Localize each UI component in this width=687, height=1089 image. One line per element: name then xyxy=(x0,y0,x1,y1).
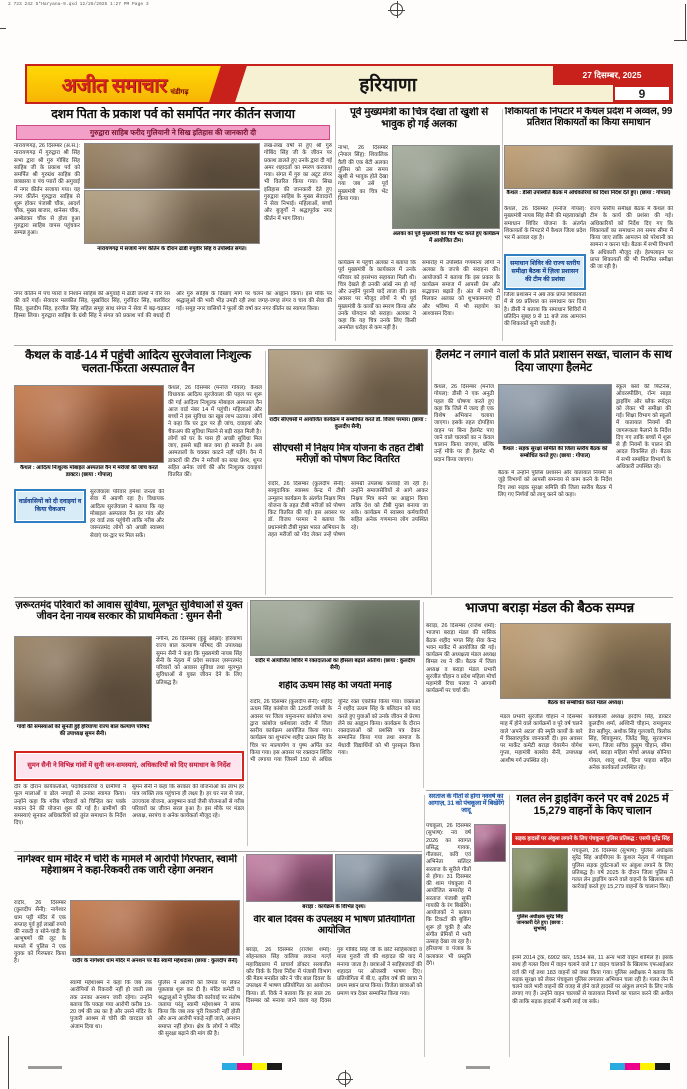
article-body-segment: कार्यक्रम में पहुंची अलका ने बताया कि पूर्व मुख्यमंत्री के कार्यकाल में उनके परिवार को हरसंभव सहायता मिली थी। चित्र देखते ही उनकी आंखें नम हो गईं और उन्होंने पुरानी यादें ताजा कीं। इस अवसर पर मौजूद लोगों ने भी पूर्व मुख्यमंत्री के कार्यों का स्मरण किया और उनके योगदान को सराहा। अलका ने कहा कि यह चित्र उनके लिए किसी अनमोल धरोहर से कम नहीं है। xyxy=(338,260,416,332)
photo-column xyxy=(500,623,671,783)
article-body-column xyxy=(168,385,262,593)
veer-bal-photo-right xyxy=(335,854,422,902)
article-headline: ज़रूरतमंद परिवारों को आवास सुविधा, मूलभूत सुविधाओं से युक्त जीवन देना नायब सरकार की प्राथमिकता : सुमन सैनी xyxy=(15,600,243,623)
column-rule xyxy=(431,351,432,595)
article-body-segment: सुरजेवाला परिवार हमेशा जनता की सेवा में अग्रणी रहा है। विधायक आदित्य सुरजेवाला ने बताया कि यह मोबाइल अस्पताल वैन हर गांव और हर वार्ड तक पहुंचेगी ताकि गरीब और जरूरतमंद लोगों को अच्छी स्वास्थ्य सेवाएं घर-द्वार पर मिल सकें। xyxy=(90,489,164,539)
photo-stack xyxy=(84,143,260,287)
pull-quote-box: वार्डवासियों को दी दवाइयां व किया चैकअप xyxy=(14,489,86,523)
article-body-segment: दौरे के दौरान कार्यकर्ताओं, पदाधिकारियों व ग्रामीणों ने फूल मालाओं व ढोल नगाड़ों से उनका स्वागत किया। उन्होंने कहा कि गरीब परिवारों को चिन्हित कर पक्के मकान देने की योजना शुरू की गई है। ग्रामीणों की समस्याएं सुनकर अधिकारियों को तुरंत समाधान के निर्देश दिए। xyxy=(14,784,126,827)
cyan-patch xyxy=(610,1063,625,1070)
cmyk-color-bar xyxy=(610,1063,670,1070)
brand-area xyxy=(27,66,223,102)
issue-date: 27 दिसम्बर, 2025 xyxy=(553,66,671,85)
photo-caption: नारायणगढ़ में सजाये नगर कीर्तन के दौरान ढाडी रुपुवीर सिंह व उपस्थित संगत। xyxy=(97,246,247,252)
newspaper-title: अजीत समाचार xyxy=(61,74,167,97)
article-headline: हैलमेट न लगाने वालों के प्रति प्रशासन सख्त, चालान के साथ दिया जाएगा हैलमेट xyxy=(435,349,672,374)
article-headline: भाजपा बराड़ा मंडल की बैठक सम्पन्न xyxy=(465,600,634,615)
police-officer-photo xyxy=(512,848,568,912)
article-subhead: गुरुद्वारा साहिब फरीद गुलियानी ने सिख इतिहास की जानकारी दी xyxy=(16,125,330,140)
article-headline: शिकायतों के निपटारे में कैथल प्रदेश में अव्वल, 99 प्रतिशत शिकायतों का किया समाधान xyxy=(504,107,673,128)
article-nagar-kirtan xyxy=(14,107,332,343)
photo-caption: रादौर में आयोजित शिविर में रक्तदाताओं का हौसला बढ़ाते अतिथि। (छाया : कुलदीप सैनी) xyxy=(255,658,415,671)
photo-caption: बराड़ा : कार्यक्रम के विभिन्न दृश्य। xyxy=(302,904,366,910)
article-headline: सीएचसी में निक्षय मित्र योजना के तहत टीबी मरीज़ों को पोषण किट वितरित xyxy=(272,443,424,466)
column-rule xyxy=(247,602,248,846)
article-body-column: बराड़ा, 26 दिसम्बर (राजेश शर्मा): भाजपा बराड़ा मंडल की मासिक बैठक शहीद भगत सिंह सेवा केन्द्र भवन मार्केट में आयोजित की गई। कार्यक्रम की अध्यक्षता मंडल अध्यक्ष बिमल रथ ने की। बैठक में जिला अध्यक्ष व बराड़ा मंडल प्रभारी सुरजीत चौहान व प्रदेश महिला मोर्चा महामंत्री रिचा पलवा ने आगामी कार्यक्रमों पर चर्चा की। xyxy=(426,623,496,695)
cyan-patch xyxy=(222,1063,237,1070)
article-body-columns: रादौर, 26 दिसम्बर (कुलदीप सैनी): शहीद ऊधम सिंह कांबोज की 126वीं जयंती के अवसर पर जिला यमुनानगर कांबोज सभा द्वारा कांबोज धर्मशाला रादौर में जिला स्तरीय कार्यक्रम आयोजित किया गया। कार्यक्रम का शुभारंभ शहीद ऊधम सिंह के चित्र पर माल्यार्पण व पुष्प अर्पित कर किया गया। इस अवसर पर रक्तदान शिविर भी लगाया गया जिसमें 150 से अधिक यूनिट रक्त एकत्रित किया गया। वक्ताओं ने शहीद ऊधम सिंह के बलिदान को याद करते हुए युवाओं को उनके जीवन से प्रेरणा लेने का आह्वान किया। कार्यक्रम के दौरान रक्तदाताओं को प्रशस्ति पत्र देकर सम्मानित किया गया तथा समाज के मेधावी विद्यार्थियों को भी पुरस्कृत किया गया। xyxy=(250,699,420,763)
article-body-column: नगीना, 26 दिसम्बर (कुट्टू ओझा): हरियाणा राज्य बाल कल्याण परिषद की उपाध्यक्ष सुमन सैनी ने कहा कि मुख्यमंत्री नायब सिंह सैनी के नेतृत्व में प्रदेश सरकार ज़रूरतमंद परिवारों को आवास सुविधा तथा मूलभूत सुविधाओं से युक्त जीवन देने के लिए प्रतिबद्ध है। xyxy=(156,636,242,686)
page-number: 9 xyxy=(613,85,671,102)
article-mobile-van xyxy=(14,349,262,595)
article-body-segment: कैथल, 26 दिसम्बर (मनोज गोयल): कैथल विधायक आदित्य सुरजेवाला की पहल पर शुरू की गई आदित्य निःशुल्क मोबाइल अस्पताल वैन आज वार्ड नंबर 14 में पहुंची। महिलाओं और बच्चों ने इस सुविधा का खूब लाभ उठाया। लोगों ने कहा कि घर द्वार पर ही जांच, दवाइयां और चैकअप की सुविधा मिलने से बड़ी राहत मिली है। xyxy=(168,385,262,435)
magenta-patch xyxy=(237,1063,252,1070)
article-body-segment: मंडल प्रभारी सुरजीत चौहान ने दिसम्बर माह में होने वाले कार्यक्रमों व पूरे वर्ष चलने वाले 'अपने अटल' की स्मृति कार्यों के बारे में विस्तारपूर्वक जानकारी दी। इस अवसर पर मार्केट कमेटी बराड़ा चेयरमैन योगेश गुप्ता, महामंत्री बलसेव सैनी, उपाध्यक्ष आशीष गर्ग उपस्थित रहे। xyxy=(500,714,583,764)
yellow-patch xyxy=(252,1063,267,1070)
temple-swami-photo xyxy=(70,900,240,956)
crop-mark xyxy=(0,28,6,29)
article-challan xyxy=(512,793,673,1057)
article-body-segment: कैथल, 26 दिसम्बर (मनोज गोयल): मुख्यमंत्री नायब सिंह सैनी की महत्वाकांक्षी समाधान शिविर योजना के अंतर्गत शिकायतों के निपटारे में कैथल जिला प्रदेश भर में अव्वल रहा है। xyxy=(504,206,586,241)
section-title: हरियाणा xyxy=(359,75,417,96)
article-body-columns xyxy=(14,784,244,846)
article-body-segment: पुलिस ने आरोपी को रिमांड पर लेकर पूछताछ शुरू कर दी है। मंदिर कमेटी व श्रद्धालुओं ने पुलिस की कार्रवाई पर संतोष जताया परंतु स्वामी महेशाश्रम ने साफ किया कि जब तक पूरी रिकवरी नहीं होती और अन्य आरोपी पकड़े नहीं जाते, अनशन समाप्त नहीं होगा। क्षेत्र के लोगों ने मंदिर की सुरक्षा बढ़ाने की मांग की है। xyxy=(158,980,240,1037)
row-rule xyxy=(14,851,422,852)
registration-mark-icon xyxy=(338,1072,351,1085)
black-patch xyxy=(267,1063,282,1070)
article-headline: शहीद ऊधम सिंह की जयंती मनाई xyxy=(278,681,392,691)
column-rule xyxy=(424,795,425,1057)
registration-mark-icon xyxy=(390,3,403,16)
sartaj-singer-photo xyxy=(474,824,506,862)
article-body-segment: इनमें 2014 ट्रक, 6902 कार, 1534 बस, 11 अन्य भारी वाहन शामिल हैं। इसके साथ ही गलत दिशा में वाहन चलाने वाले 17 वाहन चालकों के खिलाफ एफआईआर दर्ज की गई तथा 183 वाहनों को जब्त किया गया। पुलिस अधीक्षक ने बताया कि सड़क सुरक्षा को लेकर पंचकूला पुलिस लगातार अभियान चला रही है। गलत लेन में चलने वाले भारी वाहनों की वजह से होने वाले हादसों पर अंकुश लगाने के लिए नाके लगाए गए हैं। उन्होंने वाहन चालकों से यातायात नियमों का पालन करने की अपील की ताकि सड़क हादसों में कमी लाई जा सके। xyxy=(512,955,673,1005)
crop-mark xyxy=(674,40,687,41)
article-helmet xyxy=(434,349,673,595)
article-body-segment: लोगों को घर के पास ही अच्छी सुविधा मिल जाए, इससे बड़ी बात क्या हो सकती है। अब अस्पतालों के चक्कर काटने नहीं पड़ेंगे। वैन में डाक्टरों की टीम ने मरीजों का ब्लड प्रेशर, शुगर सहित अनेक जांचें कीं और निःशुल्क दवाइयां वितरित कीं। xyxy=(168,435,262,478)
article-body-column: लख-लख वर्षों से हुए श्री गुरु गोबिंद सिंह जी के जीवन पर प्रकाश डालते हुए उनके द्वारा दी गई अमर शहादतों का स्मरण करवाया गया। संगत में गुरु का अटूट लंगर भी वितरित किया गया। सिख इतिहास की जानकारी देते हुए गुरुद्वारा साहिब के मुख्य सेवादारों ने सेवा निभाई। महिलाओं, बच्चों और बुजुर्गों ने श्रद्धापूर्वक नगर कीर्तन में भाग लिया। xyxy=(264,143,332,222)
nagar-kirtan-band-photo xyxy=(84,143,260,189)
section-area xyxy=(223,66,553,102)
article-headline: वीर बाल दिवस के उपलक्ष्य में भाषण प्रतियोगिता आयोजित xyxy=(253,915,415,936)
photo-strip xyxy=(246,854,422,902)
article-body-column: कैथल, 26 दिसम्बर (मनोज गोयल): डीसी ने एक अनूठी पहल की घोषणा करते हुए कहा कि जिले में जल्द ही एक विशेष अभियान चलाया जाएगा। इसके तहत दोपहिया वाहन पर बिना हैलमेट पाए जाने वाले चालकों का न केवल चालान किया जाएगा, बल्कि उन्हें मौके पर ही हैलमेट भी प्रदान किया जाएगा। xyxy=(434,384,494,463)
photo-caption: कैथल : आदित्य निःशुल्क मोबाइल अस्पताल वैन में मरीजों की जांच करते डाक्टर। (छाया : गोपाल) xyxy=(20,465,158,478)
article-nageshwar xyxy=(14,854,240,1058)
photo-caption: कैथल : डीसी उपस्थिति बैठक में अधिकारियों को दिशा निर्देश देते हुए। (छाया : गोपाल) xyxy=(506,190,671,196)
blood-donation-photo xyxy=(250,600,420,656)
photo-column xyxy=(70,900,240,1054)
article-body-columns xyxy=(70,980,240,1052)
kaithal-meeting-photo xyxy=(504,145,673,189)
article-alka xyxy=(338,107,500,343)
article-body-columns xyxy=(338,260,500,340)
crop-mark xyxy=(685,4,686,40)
magenta-patch xyxy=(625,1063,640,1070)
article-body-segment: कार्यकारी अध्यक्ष हरदीप सिंह, डाक्टर कुलदीप शर्मा, अश्विनी चौहान, रामकुमार डेरा सहींपुर, अशोक सिंह गुलजारी, त्रिलोक सिंह, शिवकुमार, जितेंद्र बिट्टू, सुरजभान फग्गा, जिला सचिव कुसुम चौहान, सीमा शर्मा, बराड़ा महिला मोर्चा अध्यक्ष सोनिया गोयल, शालू शर्मा, हिना पाहवा सहित अनेक कार्यकर्ता उपस्थित रहे। xyxy=(588,714,671,771)
crop-mark xyxy=(8,1036,9,1089)
chc-program-photo xyxy=(268,349,428,415)
photo-caption: रादौर के नागेश्वर धाम मंदिर में अनशन पर बैठे स्वामी महेशदास। (छाया : कुलदीप सैनी) xyxy=(72,958,238,964)
black-patch xyxy=(655,1063,670,1070)
article-headline: गलत लेन ड्राइविंग करने पर वर्ष 2025 में 15,279 वाहनों के किए चालान xyxy=(516,793,669,818)
article-body-segment: बैठक में उन्होंने पुलिस प्रशासन और यातायात नियमों से जुड़े विभागों को आपसी समन्वय से काम करने के निर्देश दिए तथा सड़क सुरक्षा समिति की जिला स्तरीय बैठक में लिए गए निर्णयों को लागू करने को कहा। xyxy=(498,470,612,498)
nagar-kirtan-crowd-photo xyxy=(84,190,260,244)
printer-info-line: 2 723 242 5*Haryana-9.qxd 12/26/2025 1:27 PM Page 3 xyxy=(8,2,149,7)
photo-caption: पुलिस अधीक्षक सुरेंद्र सिंह जानकारी देते हुए। (छाया : सुभाष) xyxy=(516,914,564,933)
photo-column xyxy=(14,385,164,593)
row-rule xyxy=(14,345,673,346)
column-rule xyxy=(423,602,424,788)
edition-label: चंडीगढ़ xyxy=(170,89,189,96)
photo-caption: अलका को पूर्व मुख्यमंत्री का चित्र भेंट करते हुए कार्यक्रम में आयोजित टीम। xyxy=(392,231,500,244)
article-body-segment: जिला प्रशासन ने अब तक प्राप्त शिकायतों में से 99 प्रतिशत का समाधान कर दिया है। डीसी ने बताया कि समाधान शिविरों में प्रतिदिन सुबह 9 से 11 बजे तक आमजन की शिकायतें सुनी जाती हैं। xyxy=(504,292,586,327)
article-body-column: नाभा, 26 दिसम्बर (नेपाल सिंह): शिवालिक वैली की एक बेटी अलका पुलिस को उस समय खुशी से भावुक होते देखा गया जब उसे पूर्व मुख्यमंत्री का चित्र भेंट किया गया। xyxy=(338,145,388,202)
row-rule xyxy=(426,790,673,791)
pull-quote-box: सुमन सैनी ने विभिन्न गांवों में सुनी जन-समस्याएं, अधिकारियों को दिए समाधान के निर्देश xyxy=(14,751,244,781)
article-headline: कैथल के वार्ड-14 में पहुंची आदित्य सुरजेवाला निःशुल्क चलता-फिरता अस्पताल वैन xyxy=(25,349,251,376)
pull-quote-box: समाधान शिविर की राज्य स्तरीय समीक्षा बैठक में ज़िला प्रशासन की टीम की प्रशंसा xyxy=(504,254,586,290)
column-rule xyxy=(243,856,244,1056)
article-body-columns: बराड़ा, 26 दिसम्बर (राजेश शर्मा): सोहनलाल सिंह वालिया लवाना गर्ल्ज़ महाविद्यालय में प्राचार्य डॉक्टर सरबजीत कौर विर्क के दिशा निर्देश में पंजाबी विभाग की मैडम मनप्रीत कौर ने 'वीर बाल दिवस' के उपलक्ष्य में भाषण प्रतियोगिता का आयोजन किया। डॉ. विर्क ने बताया कि हर साल 26 दिसम्बर को मनाया जाने वाला यह दिवस गुरु गोबिंद सिंह जी के छोटे साहिबजादों व माता गुजरी जी की शहादत की याद में मनाया जाता है। छात्राओं ने साहिबजादों की शहादत पर ओजस्वी भाषण दिए। प्रतियोगिता में बी.ए. तृतीय वर्ष की छात्रा ने प्रथम स्थान प्राप्त किया। विजेता छात्राओं को प्रमाण पत्र देकर सम्मानित किया गया। xyxy=(246,947,422,1004)
masthead xyxy=(25,64,673,104)
article-left-column xyxy=(504,206,586,340)
veer-bal-photo-left xyxy=(246,854,333,902)
suman-saini-photo xyxy=(14,636,152,722)
photo-caption: गांवों की समस्याओं को सुनती हुईं हरियाणा राज्य बाल कल्याण परिषद की उपाध्यक्ष सुमन सैनी। xyxy=(16,724,150,737)
yellow-patch xyxy=(640,1063,655,1070)
date-page-area xyxy=(553,66,671,102)
article-headline: पूर्व मुख्यमंत्री का चित्र देखा तो खुशी से भावुक हो गई अलका xyxy=(349,107,489,130)
column-rule xyxy=(509,795,510,1057)
article-veer-bal xyxy=(246,854,422,1058)
mobile-van-photo xyxy=(14,385,164,463)
article-sartaj xyxy=(426,793,506,1057)
photo-column xyxy=(498,384,612,592)
column-rule xyxy=(265,351,266,595)
article-suman-saini xyxy=(14,600,244,848)
column-rule xyxy=(335,109,336,341)
article-bjp-barara xyxy=(426,600,673,788)
article-body-columns xyxy=(500,714,671,778)
article-kaithal-complaints xyxy=(504,107,673,343)
calibration-dash xyxy=(466,1066,490,1069)
helmet-meeting-photo xyxy=(498,384,612,444)
article-body-column: रादौर, 26 दिसम्बर (कुलदीप सैनी): नागेश्वर धाम पट्टी मंदिर में एक सप्ताह पूर्व हुई लाखों रुपये की नकदी व सोने-चांदी के आभूषणों की लूट के मामले में पुलिस ने एक युवक को गिरफ्तार किया है। xyxy=(14,900,66,964)
article-body-column: नारायणगढ़, 26 दिसम्बर (अ.स.): नारायणगढ़ में गुरुद्वारा श्री सिंह सभा द्वारा श्री गुरु गोबिंद सिंह साहिब जी के प्रकाश पर्व को समर्पित श्री गुरुग्रंथ साहिब की छत्रछाया व पंच प्यारों की अगुवाई में नगर कीर्तन सजाया गया। यह नगर कीर्तन गुरुद्वारा साहिब से शुरू होकर पंजाबी चौंक, आदर्श चौंक, मुख्य बाजार, थानेसर चौंक, अम्बेडकर चौंक से होता हुआ गुरुद्वारा साहिब वापस पहुंचकर सम्पन्न हुआ। xyxy=(14,143,80,236)
article-udham-singh xyxy=(250,600,420,848)
article-body-columns: रादौर, 26 दिसम्बर (कुलदीप सैनी): सामुदायिक स्वास्थ्य केन्द्र में टीबी उन्मूलन कार्यक्रम के अंतर्गत निक्षय मित्र योजना के तहत टीबी मरीजों को पोषण किट वितरित की गईं। इस अवसर पर डॉ. विजय परमार ने बताया कि प्रधानमंत्री टीबी मुक्त भारत अभियान के तहत मरीजों को गोद लेकर उन्हें पोषण सामग्री उपलब्ध करवाई जा रही है। उन्होंने समाजसेवियों से आगे आकर निक्षय मित्र बनने का आह्वान किया ताकि देश को टीबी मुक्त बनाया जा सके। कार्यक्रम में स्वास्थ्य कर्मचारियों सहित अनेक गणमान्य लोग उपस्थित रहे। xyxy=(268,481,428,538)
row-rule xyxy=(14,597,673,598)
article-chc-kit xyxy=(268,349,428,595)
article-body-column: राज्य स्तरीय समीक्षा बैठक में कैथल की टीम के कार्य की प्रशंसा की गई। अधिकारियों को निर्देश दिए गए कि शिकायतों का समाधान तय समय सीमा में किया जाए ताकि आमजन को परेशानी का सामना न करना पड़े। बैठक में सभी विभागों के अधिकारी मौजूद रहे। हेल्पलाइन पर प्राप्त शिकायतों की भी नियमित समीक्षा की जा रही है। xyxy=(590,206,673,270)
article-body-column: पंचकूला, 26 दिसम्बर (सुभाष): नव वर्ष 2026 का स्वागत प्रसिद्ध गायक, गीतकार, कवि एवं अभिनेता सतिंदर सरताज के सुरीले गीतों से होगा। 31 दिसम्बर की शाम पंचकूला में आयोजित समारोह में सरताज पंजाबी सूफी गायकी के रंग बिखेरेंगे। आयोजकों ने बताया कि टिकटों की बुकिंग शुरू हो चुकी है और संगीत प्रेमियों में भारी उत्साह देखा जा रहा है। हरियाणा व पंजाब के कलाकार भी प्रस्तुति देंगे। xyxy=(426,823,471,967)
article-headline: दशम पिता के प्रकाश पर्व को समर्पित नगर कीर्तन सजाया xyxy=(51,107,295,121)
column-rule xyxy=(502,109,503,341)
article-body-column: स्कूल बसों की फिटनेस, ओवरस्पीडिंग, रॉन्ग साइड ड्राइविंग और ब्लैक स्पॉट्स को लेकर भी समीक्षा की गई। शिक्षा विभाग को स्कूलों में यातायात नियमों की जागरूकता फैलाने के निर्देश दिए गए ताकि बच्चों में शुरू से ही नियमों के पालन की आदत विकसित हो। बैठक में सभी सम्बंधित विभागों के अधिकारी उपस्थित रहे। xyxy=(616,384,671,470)
cmyk-color-bar xyxy=(222,1063,282,1070)
photo-caption: रादौर सीएचसी में आयोजित कार्यक्रम में सम्बोधित करते डॉ. विजय परमार। (छाया : कुलदीप सैनी) xyxy=(269,417,427,430)
calibration-dash xyxy=(28,1066,62,1069)
article-body-columns: नगर कीर्तन में पंच प्यारों व निशान साहिब की अगुवाई में ढाडी जत्थों ने वीर रस की वारें गाईं। सेवादार मलकीत सिंह, सुखविंदर सिंह, गुरविंदर सिंह, बलविंदर सिंह, कुलदीप सिंह, हरजीत सिंह सहित समूह साध संगत ने सेवा में बढ़-चढ़कर हिस्सा लिया। गुरुद्वारा साहिब के ग्रंथी सिंह ने संगत को प्रकाश पर्व की बधाई दी और गुरु साहिब के दिखाए मार्ग पर चलने का आह्वान किया। इस मौके पर श्रद्धालुओं की भारी भीड़ उमड़ी रही तथा जगह-जगह लंगर व चाय की सेवा की गई। समूह नगर वासियों ने फूलों की वर्षा कर नगर कीर्तन का स्वागत किया। xyxy=(14,291,332,319)
article-headline: सरताज के गीतों से होगा नववर्ष का आगाज़, 31 को पंचकूला में बिखेरेंगे जादू xyxy=(428,793,504,815)
photo-column xyxy=(512,848,568,952)
article-body-segment: समारोह में उपस्थित गणमान्य लोगों ने अलका के जज्बे की सराहना की। आयोजकों ने बताया कि इस प्रकार के कार्यक्रम समाज में आपसी प्रेम और सद्भावना बढ़ाते हैं। अंत में सभी ने मिलकर अलका को शुभकामनाएं दीं और भविष्य में भी सहयोग का आश्वासन दिया। xyxy=(422,260,500,317)
article-body-segment: स्वामी महेशाश्रम ने कहा कि जब तक आरोपियों से रिकवरी नहीं हो जाती तब तक उनका अनशन जारी रहेगा। उन्होंने बताया कि पकड़ा गया आरोपी करीब 19-20 वर्ष की उम्र का है और उसने मंदिर के पुजारी आश्रम से चोरी की वारदात को अंजाम दिया था। xyxy=(70,980,152,1030)
article-body-segment: सुमन सैनी ने कहा कि सरकार की योजनाओं का लाभ हर पात्र व्यक्ति तक पहुंचाना ही लक्ष्य है। हर घर नल से जल, उज्ज्वला योजना, आयुष्मान कार्ड जैसी योजनाओं से गरीब परिवारों का जीवन सरल हुआ है। इस मौके पर मंडल अध्यक्ष, सरपंच व अनेक कार्यकर्ता मौजूद रहे। xyxy=(132,784,244,819)
photo-caption: बैठक को सम्बोधित करते मंडल अध्यक्ष। xyxy=(547,700,624,706)
alka-presentation-photo xyxy=(392,145,500,229)
bjp-meeting-photo xyxy=(500,623,671,699)
photo-caption: कैथल : सड़क सुरक्षा समिति की जिला स्तरीय बैठक को सम्बोधित करते हुए। (छाया : गोपाल) xyxy=(502,446,608,459)
article-headline: नागेश्वर धाम मंदिर में चोरी के मामले में आरोपी गिरफ्तार, स्वामी महेशाश्रम ने कहा-रिकवरी तक जारी रहेगा अनशन xyxy=(17,854,237,877)
photo-block xyxy=(392,145,500,257)
photo-column xyxy=(14,636,152,748)
article-subhead: सड़क हादसों पर अंकुश लगाने के लिए पंचकूला पुलिस प्रतिबद्ध : एसपी सुरेंद्र सिंह xyxy=(512,833,673,845)
article-body-column: पंचकूला, 26 दिसम्बर (सुभाष): पुलिस अधीक्षक सुरेंद्र सिंह आईपीएस के कुशल नेतृत्व में पंचकूला पुलिस सड़क दुर्घटनाओं पर अंकुश लगाने के लिए प्रतिबद्ध है। वर्ष 2025 के दौरान जिला पुलिस ने गलत लेन ड्राइविंग करने वाले वाहनों के खिलाफ बड़ी कार्रवाई करते हुए 15,279 वाहनों के चालान किए। xyxy=(572,848,673,891)
